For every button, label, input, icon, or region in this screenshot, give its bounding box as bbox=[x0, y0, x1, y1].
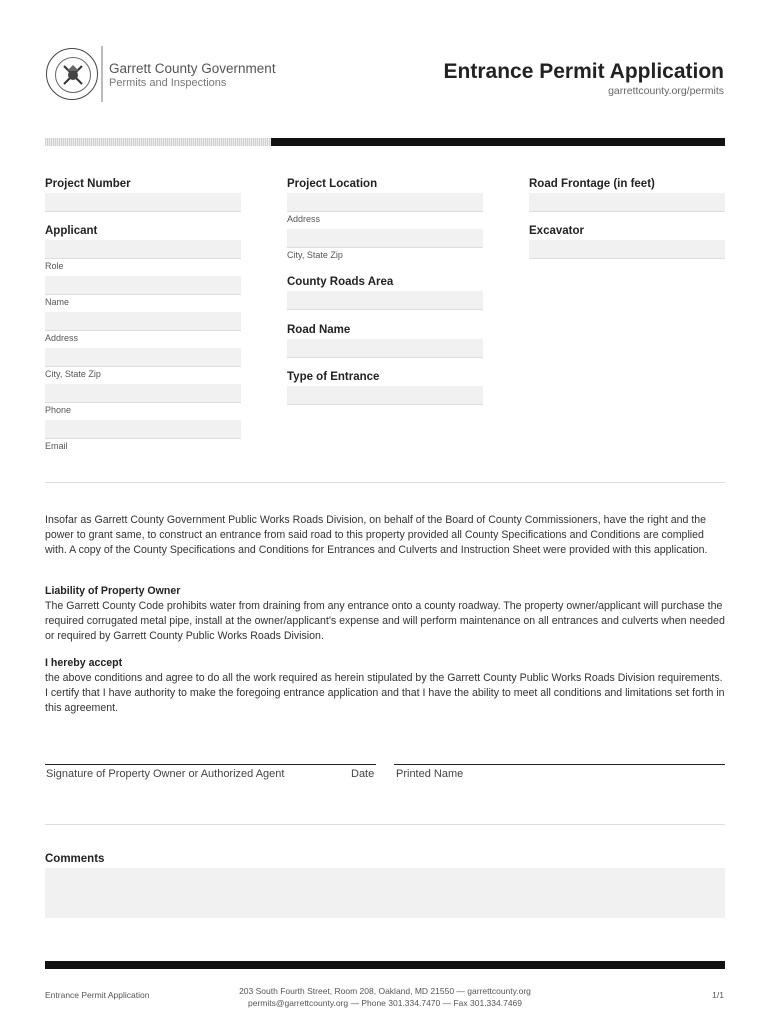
county-roads-area-field[interactable] bbox=[287, 291, 483, 310]
footer-doc-name: Entrance Permit Application bbox=[45, 990, 150, 1000]
applicant-email-field[interactable] bbox=[45, 420, 241, 439]
document-title: Entrance Permit Application bbox=[443, 60, 724, 83]
section-divider bbox=[45, 482, 725, 483]
applicant-name-field[interactable] bbox=[45, 276, 241, 295]
name-label: Name bbox=[45, 297, 70, 307]
applicant-phone-field[interactable] bbox=[45, 384, 241, 403]
role-label: Role bbox=[45, 261, 64, 271]
email-label: Email bbox=[45, 441, 68, 451]
intro-paragraph: Insofar as Garrett County Government Public Works Roads Division, on behalf of the Board of County Commissioners, have the right and the power to grant same, to construct an entrance from said road to this property provided all County Specifications and Conditions are complied with. A copy of the County Specifications and Conditions for Entrances and Culverts and Instruction Sheet were provided with this application. bbox=[45, 514, 708, 556]
header-bar-solid bbox=[271, 138, 725, 146]
header-divider bbox=[101, 46, 103, 102]
liability-heading: Liability of Property Owner bbox=[45, 585, 181, 597]
road-name-field[interactable] bbox=[287, 339, 483, 358]
footer-phone-line: permits@garrettcounty.org — Phone 301.334.7470 — Fax 301.334.7469 bbox=[247, 998, 523, 1008]
applicant-city-field[interactable] bbox=[45, 348, 241, 367]
header-bar-pattern bbox=[45, 138, 271, 146]
printed-name-line[interactable] bbox=[394, 764, 725, 765]
project-number-label: Project Number bbox=[45, 178, 131, 190]
type-of-entrance-label: Type of Entrance bbox=[287, 371, 380, 383]
road-name-label: Road Name bbox=[287, 324, 351, 336]
location-address-label: Address bbox=[287, 214, 321, 224]
city-state-zip-label: City, State Zip bbox=[45, 369, 101, 379]
accept-paragraph: the above conditions and agree to do all the work required as herein stipulated by the Garrett County Public Works Roads Division requirements. I certify that I have authority to make the foregoing entrance application and that I have the ability to meet all conditions and limitations set forth in this agreement. bbox=[45, 672, 725, 714]
project-location-field[interactable] bbox=[287, 193, 483, 212]
liability-paragraph: The Garrett County Code prohibits water from draining from any entrance onto a county roadway. The property owner/applicant will purchase the required corrugated metal pipe, install at the owner/applicant's expense and will perform maintenance on all entrances and culverts when needed or required by Garrett County Public Works Roads Division. bbox=[45, 600, 725, 642]
location-city-label: City, State Zip bbox=[287, 250, 343, 260]
footer-contact bbox=[200, 985, 570, 1009]
comments-divider bbox=[45, 824, 725, 825]
county-seal-icon bbox=[46, 48, 98, 100]
county-roads-area-label: County Roads Area bbox=[287, 276, 394, 288]
applicant-label: Applicant bbox=[45, 225, 98, 237]
project-number-field[interactable] bbox=[45, 193, 241, 212]
signature-line[interactable] bbox=[45, 764, 376, 765]
document-url: garrettcounty.org/permits bbox=[608, 85, 724, 97]
type-of-entrance-field[interactable] bbox=[287, 386, 483, 405]
accept-heading: I hereby accept bbox=[45, 657, 123, 669]
road-frontage-label: Road Frontage (in feet) bbox=[529, 178, 655, 190]
phone-label: Phone bbox=[45, 405, 72, 415]
project-location-label: Project Location bbox=[287, 178, 378, 190]
date-label: Date bbox=[351, 768, 375, 780]
location-city-field[interactable] bbox=[287, 229, 483, 248]
address-label: Address bbox=[45, 333, 79, 343]
road-frontage-field[interactable] bbox=[529, 193, 725, 212]
footer-bar bbox=[45, 961, 725, 969]
applicant-role-field[interactable] bbox=[45, 240, 241, 259]
comments-label: Comments bbox=[45, 853, 105, 865]
signature-label: Signature of Property Owner or Authorized Agent bbox=[46, 768, 285, 780]
excavator-label: Excavator bbox=[529, 225, 584, 237]
applicant-address-field[interactable] bbox=[45, 312, 241, 331]
footer-address-line: 203 South Fourth Street, Room 208, Oakland, MD 21550 — garrettcounty.org bbox=[239, 986, 531, 996]
printed-name-label: Printed Name bbox=[396, 768, 464, 780]
org-subtitle: Permits and Inspections bbox=[109, 77, 227, 89]
page-number: 1/1 bbox=[712, 990, 724, 1000]
org-name: Garrett County Government bbox=[109, 61, 276, 76]
excavator-field[interactable] bbox=[529, 240, 725, 259]
comments-field[interactable] bbox=[45, 868, 725, 918]
